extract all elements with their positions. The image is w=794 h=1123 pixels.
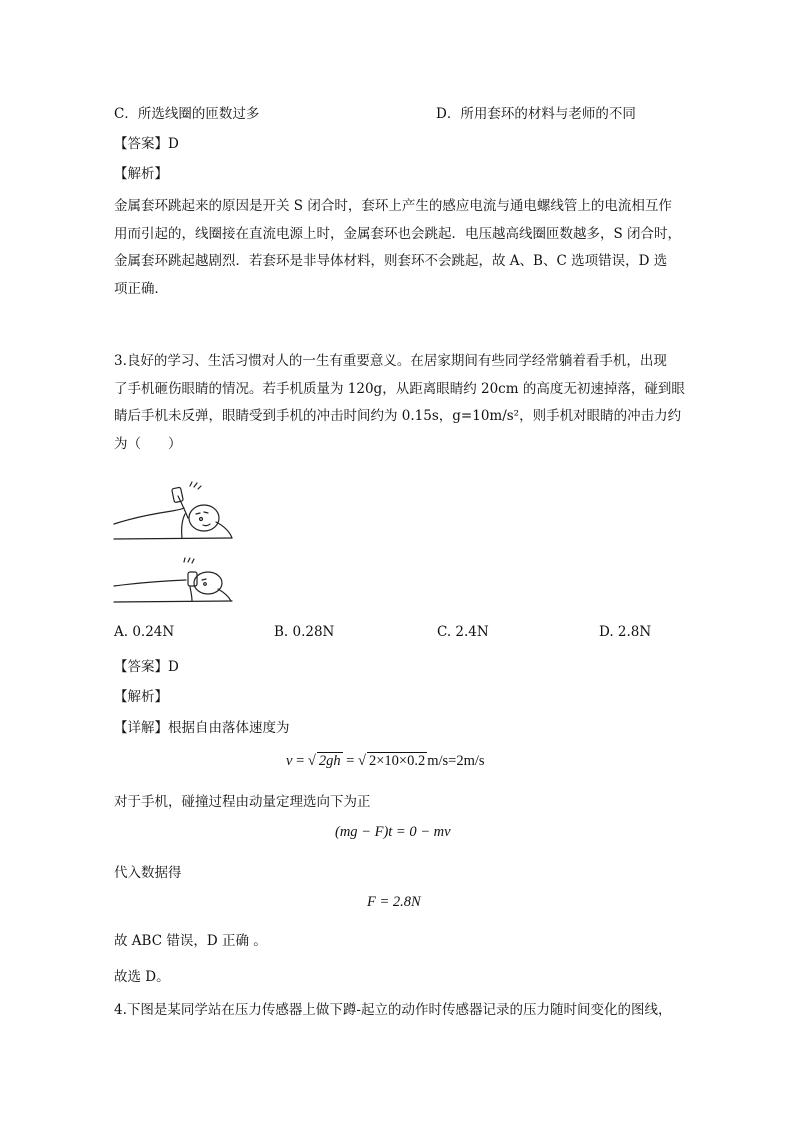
option-b: B. 0.28N: [274, 624, 335, 640]
detail-text: 根据自由落体速度为: [168, 720, 290, 736]
analysis-tag: 【解析】: [114, 689, 168, 705]
stem-line: 3.良好的学习、生活习惯对人的一生有重要意义。在居家期间有些同学经常躺着看手机，出现: [114, 353, 667, 369]
eq-radicand-2: 2×10×0.2: [369, 753, 426, 769]
momentum-theorem-equation: (mg − F)t = 0 − mv: [335, 824, 451, 840]
stem-line: 为（ ）: [114, 435, 182, 452]
lying-phone-illustration-bottom: [112, 556, 237, 606]
option-d: D．所用套环的材料与老师的不同: [436, 106, 636, 122]
answer-tag: 【答案】: [114, 659, 168, 675]
analysis-line: 用而引起的，线圈接在直流电源上时，金属套环也会跳起．电压越高线圈匝数越多，S 闭合时，: [114, 225, 682, 242]
momentum-text: 对于手机，碰撞过程由动量定理选向下为正: [114, 794, 371, 810]
analysis-line: 项正确．: [114, 280, 168, 297]
analysis-line: 金属套环跳起来的原因是开关 S 闭合时，套环上产生的感应电流与通电螺线管上的电流相互作: [114, 198, 672, 214]
answer-row: [114, 132, 179, 152]
stem-line: 了手机砸伤眼睛的情况。若手机质量为 120g，从距离眼睛约 20cm 的高度无初速掉落，碰到眼: [114, 380, 685, 397]
force-result-equation: F = 2.8N: [367, 894, 421, 910]
answer-row: [114, 655, 179, 675]
analysis-tag: 【解析】: [114, 166, 168, 182]
conclusion-1: 故 ABC 错误，D 正确 。: [114, 933, 267, 949]
question-3-stem: [114, 348, 684, 458]
option-c: C．所选线圈的匝数过多: [114, 106, 260, 122]
substitute-text: 代入数据得: [114, 865, 182, 881]
option-d-q3: D. 2.8N: [599, 624, 652, 640]
answer-value: D: [168, 659, 179, 675]
option-c-q3: C. 2.4N: [437, 624, 489, 640]
analysis-line: 金属套环跳起越剧烈．若套环是非导体材料，则套环不会跳起，故 A、B、C 选项错误，D 选: [114, 253, 668, 269]
conclusion-2: 故选 D。: [114, 969, 170, 985]
eq-lhs: v: [286, 753, 293, 769]
free-fall-velocity-equation: v = √ 2gh = √ 2×10×0.2 m/s=2m/s: [286, 753, 485, 769]
detail-row: [114, 716, 290, 736]
stem-line: 睛后手机未反弹，眼睛受到手机的冲击时间约为 0.15s，g=10m/s²，则手机对眼睛的冲击力约: [114, 408, 682, 424]
eq-radicand-1: 2gh: [318, 753, 341, 769]
answer-value: D: [168, 136, 179, 152]
answer-tag: 【答案】: [114, 136, 168, 152]
lying-phone-illustration-top: [112, 478, 237, 544]
question-4-stem: 4.下图是某同学站在压力传感器上做下蹲-起立的动作时传感器记录的压力随时间变化的图线，: [114, 1002, 672, 1018]
option-a: A. 0.24N: [114, 624, 175, 640]
analysis-paragraph: [114, 193, 684, 303]
eq-tail: m/s=2m/s: [427, 753, 485, 769]
detail-tag: 【详解】: [114, 720, 168, 736]
